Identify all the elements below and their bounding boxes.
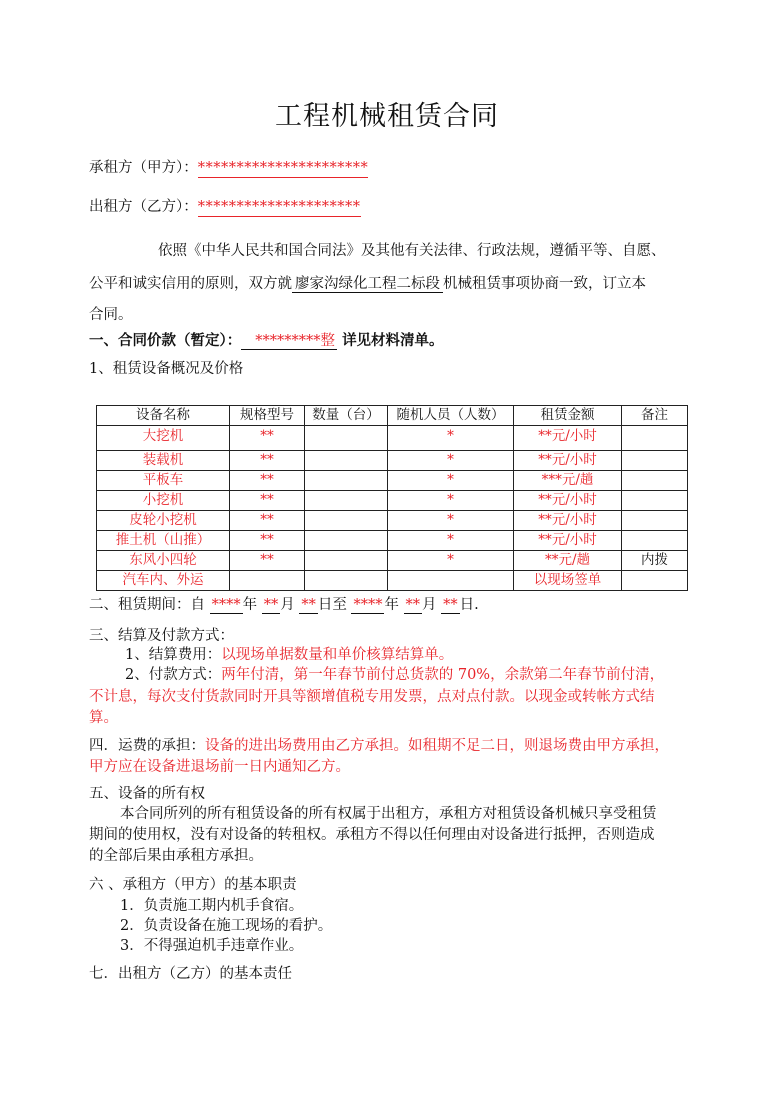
- intro-text-b: 机械租赁事项协商一致，订立本: [443, 276, 646, 292]
- cell-amount: **元/小时: [514, 451, 622, 471]
- start-day: **: [301, 597, 316, 613]
- lessee-value: **********************: [197, 160, 369, 176]
- table-row: [97, 491, 688, 511]
- cell-equipment-name: 推土机（山推）: [97, 531, 230, 551]
- payment-line-2: 不计息，每次支付货款同时开具等额增值税专用发票，点对点付款。以现金或转帐方式结: [89, 689, 655, 705]
- header-cell: 租赁金额: [514, 406, 622, 426]
- cell-equipment-name: 皮轮小挖机: [97, 511, 230, 531]
- ownership-line-3: 的全部后果由承租方承担。: [89, 848, 263, 864]
- header-cell: 随机人员（人数）: [388, 406, 514, 426]
- cell-spec: **: [230, 426, 305, 451]
- term-year-text: 年: [242, 597, 258, 613]
- ownership-line-2: 期间的使用权，没有对设备的转租权。承租方不得以任何理由对设备进行抵押，否则造成: [89, 827, 655, 843]
- table-row: [97, 551, 688, 571]
- cell-note: [622, 451, 688, 471]
- lessor-label: 出租方（乙方）：: [89, 199, 198, 215]
- term-month-text: 月: [422, 597, 437, 613]
- term-month-text: 月: [280, 597, 295, 613]
- equipment-heading: 1、租赁设备概况及价格: [89, 361, 244, 377]
- price-line: [89, 329, 444, 350]
- price-label: 一、合同价款（暂定）：: [89, 332, 242, 349]
- payment-label: 2、付款方式：: [125, 667, 222, 683]
- cell-equipment-name: 汽车内、外运: [97, 571, 230, 591]
- header-cell: 设备名称: [97, 406, 230, 426]
- end-year: ****: [353, 597, 383, 613]
- header-cell: 备注: [622, 406, 688, 426]
- lessee-duties-heading: 六 、承租方（甲方）的基本职责: [89, 877, 297, 893]
- cell-note: [622, 471, 688, 491]
- cell-spec: **: [230, 531, 305, 551]
- cell-quantity: [305, 471, 388, 491]
- cell-staff: *: [388, 551, 514, 571]
- cell-note: [622, 426, 688, 451]
- project-name: 廖家沟绿化工程二标段: [292, 276, 443, 293]
- cell-amount: 以现场签单: [514, 571, 622, 591]
- cell-amount: **元/小时: [514, 511, 622, 531]
- fee-text: 以现场单据数量和单价核算结算单。: [221, 647, 454, 663]
- cell-staff: *: [388, 471, 514, 491]
- fee-label: 1、结算费用：: [125, 647, 222, 663]
- start-year: ****: [211, 597, 241, 613]
- cell-amount: **元/小时: [514, 531, 622, 551]
- table-row: [97, 531, 688, 551]
- cell-equipment-name: 装载机: [97, 451, 230, 471]
- term-label: 二、租赁期间：自: [89, 597, 205, 613]
- cell-spec: **: [230, 451, 305, 471]
- freight-label: 四．运费的承担：: [89, 738, 205, 754]
- payment-line-1: [125, 663, 664, 684]
- ownership-line-1: 本合同所列的所有租赁设备的所有权属于出租方，承租方对租赁设备机械只享受租赁: [120, 806, 657, 822]
- cell-quantity: [305, 531, 388, 551]
- end-month: **: [405, 597, 421, 613]
- lease-term-line: [89, 593, 479, 614]
- cell-quantity: [305, 426, 388, 451]
- cell-equipment-name: 小挖机: [97, 491, 230, 511]
- freight-line-1: [89, 734, 669, 755]
- end-day: **: [443, 597, 458, 613]
- cell-staff: *: [388, 531, 514, 551]
- cell-amount: **元/趟: [514, 551, 622, 571]
- price-value: *********整: [241, 334, 337, 350]
- cell-amount: **元/小时: [514, 491, 622, 511]
- price-note: 详见材料清单。: [342, 332, 444, 349]
- cell-spec: **: [230, 471, 305, 491]
- cell-staff: *: [388, 511, 514, 531]
- lessee-duty-item: 2．负责设备在施工现场的看护。: [120, 918, 333, 934]
- cell-staff: *: [388, 491, 514, 511]
- lessee-label: 承租方（甲方）：: [89, 160, 198, 176]
- cell-quantity: [305, 511, 388, 531]
- cell-quantity: [305, 491, 388, 511]
- cell-spec: **: [230, 551, 305, 571]
- table-header-row: [97, 406, 688, 426]
- payment-line-3: 算。: [89, 710, 118, 726]
- cell-note: [622, 531, 688, 551]
- cell-staff: [388, 571, 514, 591]
- cell-quantity: [305, 551, 388, 571]
- header-cell: 数量（台）: [305, 406, 388, 426]
- payment-text-1: 两年付清，第一年春节前付总货款的 70%，余款第二年春节前付清，: [221, 667, 665, 683]
- cell-spec: [230, 571, 305, 591]
- cell-note: [622, 491, 688, 511]
- intro-line-3: 合同。: [89, 307, 133, 323]
- freight-line-2: 甲方应在设备进退场前一日内通知乙方。: [89, 759, 350, 775]
- cell-equipment-name: 东风小四轮: [97, 551, 230, 571]
- ownership-heading: 五、设备的所有权: [89, 786, 205, 802]
- cell-equipment-name: 平板车: [97, 471, 230, 491]
- settlement-heading: 三、结算及付款方式：: [89, 628, 234, 644]
- settlement-fee-line: [125, 643, 453, 664]
- cell-spec: **: [230, 511, 305, 531]
- intro-line-1: 依照《中华人民共和国合同法》及其他有关法律、行政法规，遵循平等、自愿、: [158, 243, 666, 259]
- cell-amount: **元/小时: [514, 426, 622, 451]
- lessor-value: *********************: [197, 199, 361, 215]
- lessee-duty-item: 3．不得强迫机手违章作业。: [120, 938, 304, 954]
- intro-line-2: [89, 272, 646, 293]
- cell-staff: *: [388, 451, 514, 471]
- cell-quantity: [305, 571, 388, 591]
- freight-text-1: 设备的进出场费用由乙方承担。如租期不足二日，则退场费由甲方承担，: [205, 738, 669, 754]
- table-row: [97, 471, 688, 491]
- cell-staff: *: [388, 426, 514, 451]
- cell-spec: **: [230, 491, 305, 511]
- lessee-duty-item: 1．负责施工期内机手食宿。: [120, 898, 304, 914]
- lessor-line: [89, 195, 361, 217]
- header-cell: 规格型号: [230, 406, 305, 426]
- cell-equipment-name: 大挖机: [97, 426, 230, 451]
- cell-note: [622, 511, 688, 531]
- term-year-text: 年: [384, 597, 399, 613]
- term-to-text: 日至: [317, 597, 347, 613]
- document-title: 工程机械租赁合同: [275, 101, 499, 132]
- lessor-duties-heading: 七．出租方（乙方）的基本责任: [89, 966, 292, 982]
- cell-amount: ***元/趟: [514, 471, 622, 491]
- lessee-line: [89, 156, 368, 178]
- table-row: [97, 571, 688, 591]
- cell-note: 内拨: [622, 551, 688, 571]
- intro-text-a: 公平和诚实信用的原则，双方就: [89, 276, 292, 292]
- start-month: **: [263, 597, 279, 613]
- table-row: [97, 426, 688, 451]
- cell-note: [622, 571, 688, 591]
- table-row: [97, 451, 688, 471]
- table-row: [97, 511, 688, 531]
- cell-quantity: [305, 451, 388, 471]
- term-end-text: 日.: [459, 597, 479, 613]
- equipment-table: [96, 405, 688, 591]
